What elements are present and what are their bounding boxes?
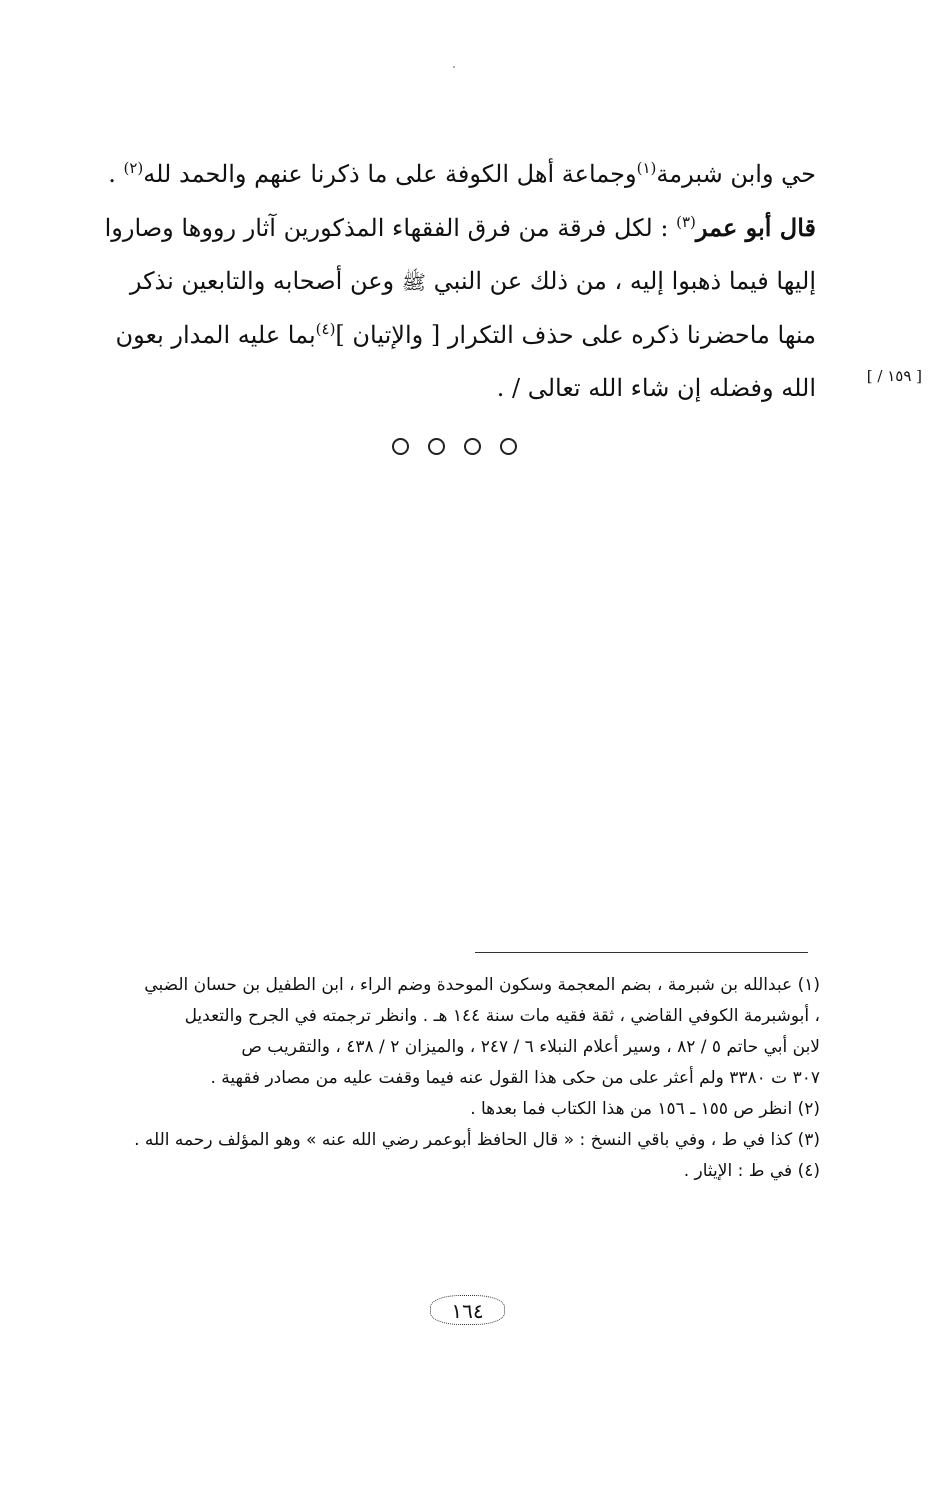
text-line-1 xyxy=(100,148,816,201)
text-line-4 xyxy=(100,309,816,362)
circle-ornament-icon xyxy=(500,438,517,455)
footnote-4: (٤) في ط : الإيثار . xyxy=(683,1161,820,1181)
section-end-ornament xyxy=(392,438,517,455)
salutation-glyph: ﷺ xyxy=(401,270,426,294)
footnotes xyxy=(100,970,820,1187)
text-segment: وجماعة أهل الكوفة على ما ذكرنا عنهم والحمد لله xyxy=(143,160,637,188)
text-segment: بما عليه المدار بعون xyxy=(115,321,316,349)
footnote-1-line-2: ، أبوشبرمة الكوفي القاضي ، ثقة فقيه مات سنة ١٤٤ هـ . وانظر ترجمته في الجرح والتعديل xyxy=(184,1006,820,1026)
text-line-2 xyxy=(100,201,816,255)
footnote-separator xyxy=(475,952,808,953)
section-lead: قال أبو عمر xyxy=(695,213,816,242)
footnote-marker-4: (٤) xyxy=(315,320,336,338)
footnote-1-line-1: (١) عبدالله بن شبرمة ، بضم المعجمة وسكون الموحدة وضم الراء ، ابن الطفيل بن حسان الضبي xyxy=(144,975,820,995)
footnote-marker-3: (٣) xyxy=(676,213,696,231)
page-number: ١٦٤ xyxy=(430,1295,505,1325)
footnote-2: (٢) انظر ص ١٥٥ ـ ١٥٦ من هذا الكتاب فما بعدها . xyxy=(470,1099,820,1119)
footnote-marker-2: (٢) xyxy=(123,159,144,177)
text-segment: إليها فيما ذهبوا إليه ، من ذلك عن النبي xyxy=(425,267,816,295)
circle-ornament-icon xyxy=(428,438,445,455)
text-segment: . xyxy=(108,160,124,188)
circle-ornament-icon xyxy=(464,438,481,455)
text-segment: منها ماحضرنا ذكره على حذف التكرار [ والإتيان ] xyxy=(335,321,816,349)
text-segment: : لكل فرقة من فرق الفقهاء المذكورين آثار رووها وصاروا xyxy=(104,214,677,242)
main-text-block xyxy=(100,148,816,415)
footnote-3: (٣) كذا في ط ، وفي باقي النسخ : « قال الحافظ أبوعمر رضي الله عنه » وهو المؤلف رحمه الله . xyxy=(134,1130,820,1150)
circle-ornament-icon xyxy=(392,438,409,455)
text-segment: حي وابن شبرمة xyxy=(656,160,816,188)
footnote-marker-1: (١) xyxy=(636,159,657,177)
margin-page-reference: [ ١٥٩ / ] xyxy=(866,367,922,385)
text-line-5: الله وفضله إن شاء الله تعالى / . xyxy=(496,374,816,402)
text-line-3 xyxy=(100,255,816,309)
text-segment: وعن أصحابه والتابعين نذكر xyxy=(129,267,402,295)
footnote-1-line-4: ٣٠٧ ت ٣٣٨٠ ولم أعثر على من حكى هذا القول عنه فيما وقفت عليه من مصادر فقهية . xyxy=(210,1068,820,1088)
footnote-1-line-3: لابن أبي حاتم ٥ / ٨٢ ، وسير أعلام النبلاء ٦ / ٢٤٧ ، والميزان ٢ / ٤٣٨ ، والتقريب ص xyxy=(241,1037,820,1057)
scan-speck xyxy=(453,66,455,68)
